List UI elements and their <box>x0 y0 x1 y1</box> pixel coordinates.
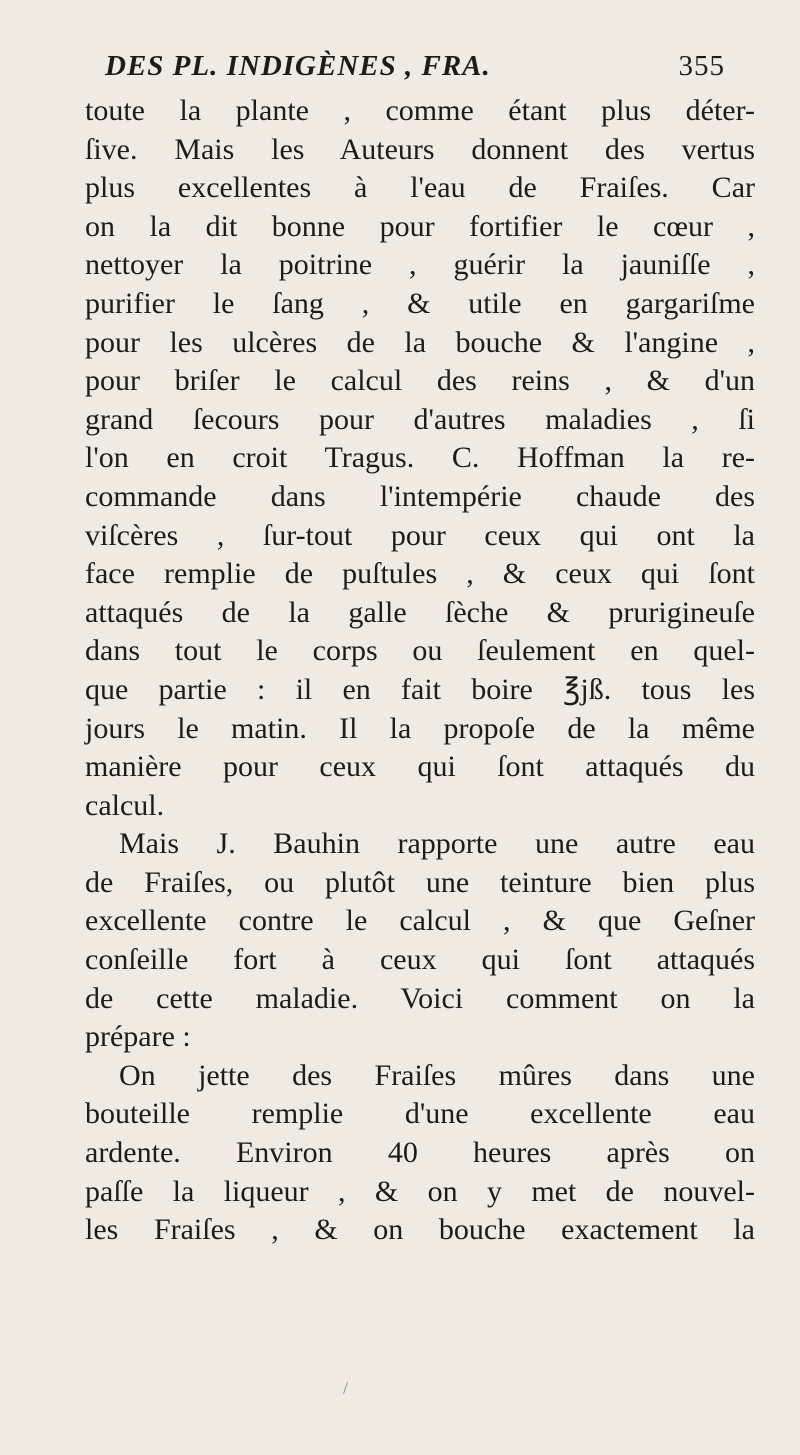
text-line: l'on en croit Tragus. C. Hoffman la re- <box>85 441 755 475</box>
text-line: bouteille remplie d'une excellente eau <box>85 1097 755 1131</box>
text-line: on la dit bonne pour fortifier le cœur , <box>85 209 755 243</box>
text-line: calcul. <box>85 788 165 822</box>
text-line: les Fraiſes , & on bouche exactement la <box>85 1213 755 1247</box>
text-line: que partie : il en fait boire ℥jß. tous les <box>85 672 755 706</box>
text-line: attaqués de la galle ſèche & prurigineuſe <box>85 595 755 629</box>
page-number: 355 <box>678 50 725 82</box>
text-line: On jette des Fraiſes mûres dans une <box>119 1058 755 1092</box>
text-line: Mais J. Bauhin rapporte une autre eau <box>119 827 755 861</box>
text-line: de Fraiſes, ou plutôt une teinture bien plus <box>85 865 755 899</box>
text-line: jours le matin. Il la propoſe de la même <box>85 711 755 745</box>
text-line: ſive. Mais les Auteurs donnent des vertus <box>85 132 755 166</box>
text-line: pour briſer le calcul des reins , & d'un <box>85 364 755 398</box>
running-title: DES PL. INDIGÈNES , FRA. <box>105 50 491 82</box>
text-line: purifier le ſang , & utile en gargariſme <box>85 286 755 320</box>
text-line: commande dans l'intempérie chaude des <box>85 479 755 513</box>
text-line: paſſe la liqueur , & on y met de nouvel- <box>85 1174 755 1208</box>
text-line: excellente contre le calcul , & que Geſner <box>85 904 755 938</box>
text-line: toute la plante , comme étant plus déter- <box>85 94 755 127</box>
text-line: grand ſecours pour d'autres maladies , ſi <box>85 402 755 436</box>
text-line: plus excellentes à l'eau de Fraiſes. Car <box>85 171 755 205</box>
text-line: de cette maladie. Voici comment on la <box>85 981 755 1015</box>
text-line: manière pour ceux qui ſont attaqués du <box>85 750 755 784</box>
text-line: conſeille fort à ceux qui ſont attaqués <box>85 943 755 977</box>
text-line: dans tout le corps ou ſeulement en quel- <box>85 634 755 668</box>
text-line: viſcères , ſur-tout pour ceux qui ont la <box>85 518 755 552</box>
stray-mark: / <box>343 1378 349 1398</box>
text-line: ardente. Environ 40 heures après on <box>85 1136 755 1170</box>
text-line: face remplie de puſtules , & ceux qui ſont <box>85 557 755 591</box>
body-text <box>85 92 755 1250</box>
running-header <box>105 50 725 92</box>
text-line: nettoyer la poitrine , guérir la jauniſſe , <box>85 248 755 282</box>
text-line: prépare : <box>85 1020 191 1054</box>
text-line: pour les ulcères de la bouche & l'angine , <box>85 325 755 359</box>
